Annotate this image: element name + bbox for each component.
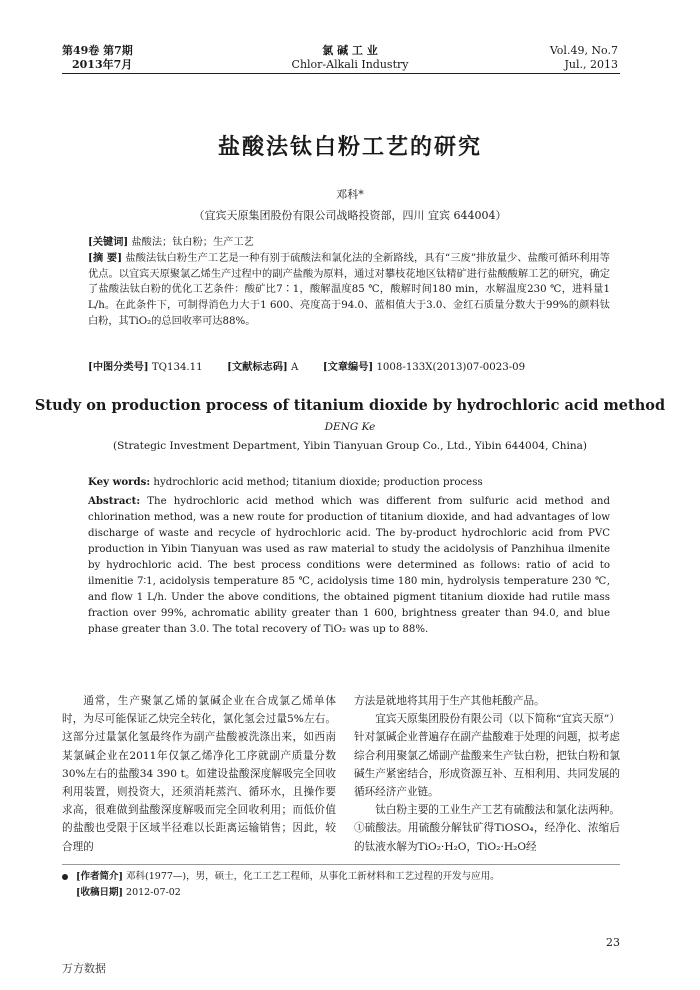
header-divider <box>62 73 620 74</box>
footnote-author <box>62 869 620 884</box>
abstract-cn-text: 盐酸法钛白粉生产工艺是一种有别于硫酸法和氯化法的全新路线，具有“三废”排放量少、盐酸可循环利用等优点。以宜宾天原聚氯乙烯生产过程中的副产盐酸为原料，通过对攀枝花地区钛精矿进行盐酸酸解工艺的研究，确定了盐酸法钛白粉的优化工艺条件：酸矿比7∶1，酸解温度85 ℃，酸解时间180 min，水解温度230 ℃，进料量1 L/h。在此条件下，可制得消色力大于1 600、亮度高于94.0、蓝相值大于3.0、金红石质量分数大于99%的颜料钛白粉，其TiO₂的总回收率可达88%。 <box>88 253 610 327</box>
keywords-cn-label: [关键词] <box>88 236 129 248</box>
author-cn: 邓科* <box>336 188 364 201</box>
page-number: 23 <box>606 936 620 949</box>
bullet-icon <box>62 874 68 880</box>
author-en: DENG Ke <box>324 421 376 433</box>
date-cn: 2013年7月 <box>72 58 133 71</box>
keywords-cn <box>88 235 610 251</box>
body-paragraph: 方法是就地将其用于生产其他耗酸产品。 <box>354 695 545 707</box>
keywords-en-text: hydrochloric acid method; titanium dioxide; production process <box>150 477 483 488</box>
issue-info-en <box>550 44 618 72</box>
classification-line <box>88 360 610 376</box>
clc-value: TQ134.11 <box>151 362 203 373</box>
body-paragraph: 通常，生产聚氯乙烯的氯碱企业在合成氯乙烯单体时，为尽可能保证乙炔完全转化，氯化氢会过量5%左右。这部分过量氯化氢最终作为副产盐酸被洗涤出来，如西南某氯碱企业在2011年仅氯乙烯净化工序就副产质量分数30%左右的盐酸34 390 t。如建设盐酸深度解吸完全回收利用装置，则投资大，还须消耗蒸汽、循环水，且操作要求高，很难做到盐酸深度解吸而完全回收利用；而低价值的盐酸也受限于区域半径难以长距离运输销售；因此，较合理的 <box>62 695 336 853</box>
doc-code-label: [文献标志码] <box>227 361 288 373</box>
footnote-divider <box>62 864 620 865</box>
article-no-value: 1008-133X(2013)07-0023-09 <box>376 362 526 373</box>
keywords-en-label: Key words: <box>88 476 151 488</box>
affiliation-en: (Strategic Investment Department, Yibin Tianyuan Group Co., Ltd., Yibin 644004, China) <box>112 440 588 452</box>
abstract-cn <box>88 251 610 330</box>
clc-label: [中图分类号] <box>88 361 149 373</box>
date-en: Jul., 2013 <box>564 58 618 71</box>
journal-name-en: Chlor-Alkali Industry <box>291 58 409 71</box>
footnote-date-label: [收稿日期] <box>76 887 123 898</box>
abstract-en-text: The hydrochloric acid method which was different from sulfuric acid method and chlorination method, was a new route for production of titanium dioxide, and had advantages of low discharge of waste and recycle of hydrochloric acid. The by-product hydrochloric acid from PVC production in Yibin Tianyuan was used as raw material to study the acidolysis of Panzhihua ilmenite by hydrochloric acid. The best process conditions were determined as follows: ratio of acid to ilmenitie 7∶1, acidolysis temperature 85 ℃, acidolysis time 180 min, hydrolysis temperature 230 ℃, and flow 1 L/h. Under the above conditions, the obtained pigment titanium dioxide had rutile mass fraction over 99%, achromatic ability greater than 1 600, brightness greater than 94.0, and blue phase greater than 3.0. The total recovery of TiO₂ was up to 88%. <box>88 496 610 635</box>
doc-code-value: A <box>290 362 299 373</box>
footnote-author-text: 邓科(1977—)，男，硕士，化工工艺工程师，从事化工新材料和工艺过程的开发与应用。 <box>126 871 500 882</box>
body-paragraph: 宜宾天原集团股份有限公司（以下简称“宜宾天原”）针对氯碱企业普遍存在副产盐酸难于处理的问题，拟考虑综合利用聚氯乙烯副产盐酸来生产钛白粉，把钛白粉和氯碱生产紧密结合，形成资源互补、互相利用、共同发展的循环经济产业链。 <box>354 713 620 799</box>
body-column-left <box>62 692 336 856</box>
footnote-date <box>62 885 634 900</box>
affiliation-cn: （宜宾天原集团股份有限公司战略投资部，四川 宜宾 644004） <box>193 209 507 222</box>
journal-name-cn: 氯 碱 工 业 <box>322 44 378 57</box>
volume-en: Vol.49, No.7 <box>549 44 618 57</box>
paper-title-en: Study on production process of titanium dioxide by hydrochloric acid method <box>34 397 666 414</box>
abstract-en-label: Abstract: <box>88 495 141 507</box>
paper-title-cn: 盐酸法钛白粉工艺的研究 <box>217 135 482 160</box>
keywords-cn-text: 盐酸法；钛白粉；生产工艺 <box>131 237 254 248</box>
footnote-author-label: [作者简介] <box>76 871 123 882</box>
keywords-en <box>88 474 610 491</box>
body-column-right <box>354 692 620 856</box>
abstract-cn-label: [摘 要] <box>88 252 123 264</box>
abstract-en <box>88 493 610 638</box>
watermark: 万方数据 <box>62 962 106 975</box>
volume-cn: 第49卷 第7期 <box>62 44 133 57</box>
body-paragraph: 钛白粉主要的工业生产工艺有硫酸法和氯化法两种。①硫酸法。用硫酸分解钛矿得TiOSO₄，经净化、浓缩后的钛液水解为TiO₂·H₂O，TiO₂·H₂O经 <box>354 804 620 853</box>
footnote-date-text: 2012-07-02 <box>126 887 181 898</box>
article-no-label: [文章编号] <box>322 361 374 373</box>
